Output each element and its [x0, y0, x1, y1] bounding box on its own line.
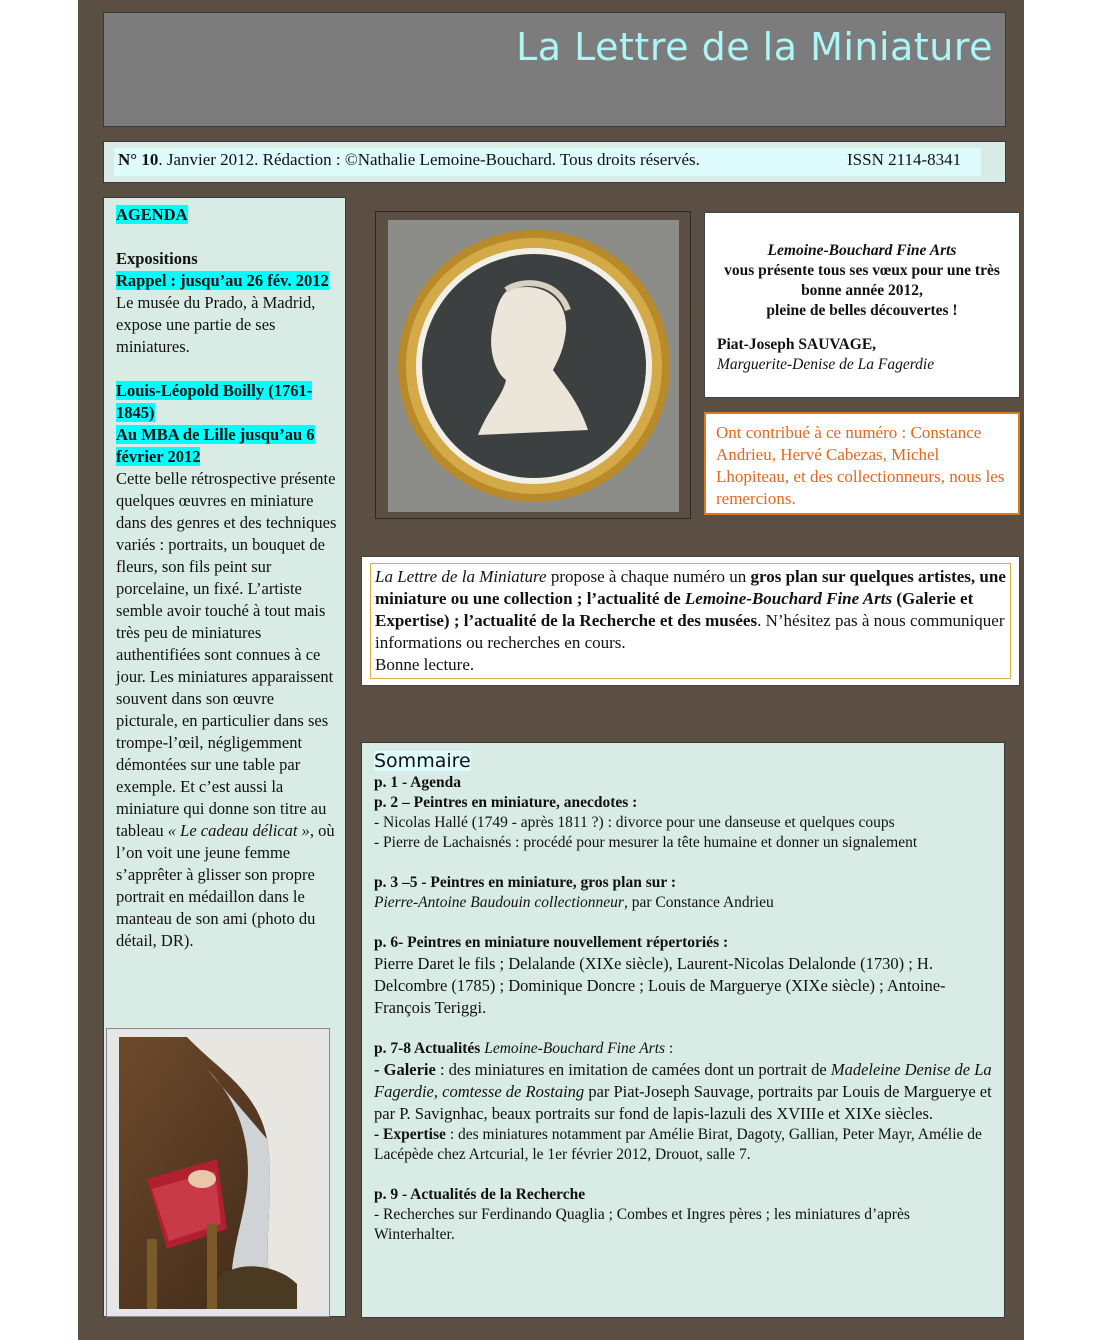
toc-p3a-title: Pierre-Antoine Baudouin collectionneur [374, 894, 624, 911]
toc-p3: p. 3 –5 - Peintres en miniature, gros plan sur : [374, 874, 676, 891]
toc-galerie-text: : des miniatures en imitation de camées dont un portrait de [435, 1060, 831, 1079]
intro-text-2: . N’hésitez pas à nous communiquer informations ou recherches en cours. [375, 611, 1005, 652]
toc-galerie-label: - Galerie [374, 1060, 436, 1079]
toc-p2b: - Pierre de Lachaisnés : procédé pour mesurer la tête humaine et donner un signalement [374, 834, 918, 851]
new-year-wishes [704, 212, 1020, 398]
agenda-title: AGENDA [116, 205, 188, 224]
wishes-artist: Piat-Joseph SAUVAGE, [717, 336, 877, 353]
contributors-box: Ont contribué à ce numéro : Constance Andrieu, Hervé Cabezas, Michel Lhopiteau, et des collectionneurs, nous les remercions. [704, 412, 1020, 515]
issue-info-bar [103, 141, 1006, 183]
toc-title: Sommaire [374, 750, 471, 772]
toc-expertise-label: - Expertise [374, 1126, 446, 1143]
boilly-text: Cette belle rétrospective présente quelques œuvres en miniature dans des genres et des techniques variés : portraits, un bouquet de fleurs, son fils peint sur porcelaine, un fixé. L’artiste semble avoir touché à tout mais très peu de miniatures authentifiées sont connues à ce jour. Les miniatures apparaissent souvent dans son œuvre picturale, en particulier dans ses trompe-l’œil, négligemment démontées sur une table par exemple. Et c’est aussi la miniature qui donne son titre au tableau [116, 469, 337, 840]
toc-galerie-text-2: par Piat-Joseph Sauvage, portraits par Louis de Marguerye et par P. Savignhac, beaux portraits sur fond de lapis-lazuli des XVIIIe et XIXe siècles. [374, 1082, 992, 1123]
toc-p6a: Pierre Daret le fils ; Delalande (XIXe siècle), Laurent-Nicolas Delalonde (1730) ; H. Delcombre (1785) ; Dominique Doncre ; Louis de Marguerye (XIXe siècle) ; Antoine-François Teriggi. [374, 954, 946, 1017]
agenda-text [116, 204, 338, 952]
toc-p78-company: Lemoine-Bouchard Fine Arts [484, 1040, 666, 1057]
rappel-highlight: Rappel : jusqu’au 26 fév. 2012 [116, 271, 329, 290]
wishes-company: Lemoine-Bouchard Fine Arts [767, 242, 957, 259]
agenda-column [103, 197, 346, 1317]
wishes-line2: pleine de belles découvertes ! [766, 302, 958, 319]
newsletter-page [78, 0, 1024, 1340]
toc-galerie-work: Madeleine Denise de La Fagerdie, comtesse de Rostaing [374, 1060, 992, 1101]
boilly-tail: , où l’on voit une jeune femme s’apprêter à glisser son propre portrait en médaillon dans le manteau de son ami (photo du détail, DR). [116, 821, 335, 950]
toc-p78: p. 7-8 Actualités [374, 1040, 485, 1057]
intro-box [361, 556, 1020, 686]
expositions-heading: Expositions [116, 249, 198, 268]
newsletter-title: La Lettre de la Miniature [516, 25, 993, 69]
intro-closing: Bonne lecture. [375, 655, 475, 674]
boilly-painting-detail-image [106, 1028, 330, 1317]
intro-bold: gros plan sur quelques artistes, une miniature ou une collection ; l’actualité de [375, 567, 1006, 608]
masthead [103, 12, 1006, 127]
toc-p6: p. 6- Peintres en miniature nouvellement répertoriés : [374, 934, 729, 951]
intro-bold-2: (Galerie et Expertise) ; l’actualité de la Recherche et des musées [375, 589, 974, 630]
toc-p2a: - Nicolas Hallé (1749 - après 1811 ?) : divorce pour une danseuse et quelques coups [374, 814, 895, 831]
issue-text: . Janvier 2012. Rédaction : ©Nathalie Lemoine-Bouchard. Tous droits réservés. [158, 150, 700, 169]
wishes-line1: vous présente tous ses vœux pour une très bonne année 2012, [724, 262, 1000, 299]
toc-p3a-author: , par Constance Andrieu [623, 894, 774, 911]
toc-p1: p. 1 - Agenda [374, 774, 461, 791]
boilly-title: Louis-Léopold Boilly (1761-1845) [116, 381, 313, 422]
toc-p9a: - Recherches sur Ferdinando Quaglia ; Combes et Ingres pères ; les miniatures d’après Winterhalter. [374, 1206, 910, 1243]
toc-p2: p. 2 – Peintres en miniature, anecdotes : [374, 794, 638, 811]
toc-expertise-text: : des miniatures notamment par Amélie Birat, Dagoty, Gallian, Peter Mayr, Amélie de Lacépède chez Artcurial, le 1er février 2012, Drouot, salle 7. [374, 1126, 982, 1163]
toc-p9: p. 9 - Actualités de la Recherche [374, 1186, 586, 1203]
intro-company: Lemoine-Bouchard Fine Arts [684, 589, 893, 608]
boilly-painting-title: « Le cadeau délicat » [167, 821, 310, 840]
miniature-portrait-image [375, 211, 691, 519]
issue-line [118, 150, 700, 170]
issn: ISSN 2114-8341 [847, 150, 962, 169]
rappel-text: Le musée du Prado, à Madrid, expose une partie de ses miniatures. [116, 293, 316, 356]
toc-p78-colon: : [665, 1040, 674, 1057]
intro-text: propose à chaque numéro un [546, 567, 751, 586]
issue-number: N° 10 [118, 150, 159, 169]
wishes-work: Marguerite-Denise de La Fagerdie [717, 356, 935, 373]
table-of-contents [361, 742, 1005, 1318]
boilly-dates: Au MBA de Lille jusqu’au 6 février 2012 [116, 425, 315, 466]
intro-title: La Lettre de la Miniature [375, 567, 547, 586]
